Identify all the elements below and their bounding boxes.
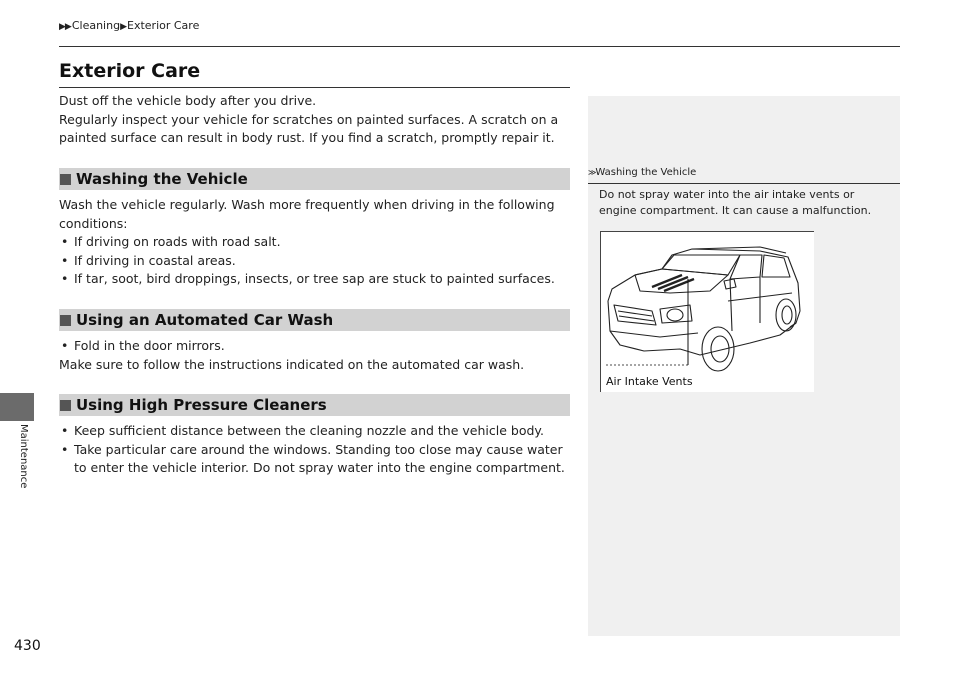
bullet-list — [59, 422, 569, 478]
page-number: 430 — [14, 638, 41, 654]
section-text: Wash the vehicle regularly. Wash more frequently when driving in the following conditions: — [59, 197, 555, 231]
suv-drawing — [600, 231, 814, 392]
section-body-automated-car-wash — [59, 337, 569, 374]
sidebar-divider — [588, 183, 900, 184]
section-heading-high-pressure — [59, 394, 570, 416]
title-divider — [59, 87, 570, 88]
section-heading-automated-car-wash — [59, 309, 570, 331]
bullet-list — [59, 233, 569, 289]
section-heading-label: Washing the Vehicle — [76, 170, 248, 188]
breadcrumb-item-cleaning[interactable]: Cleaning — [71, 19, 121, 32]
chapter-tab-label: Maintenance — [18, 424, 29, 489]
sidebar-note: Do not spray water into the air intake vents or engine compartment. It can cause a malfunction. — [599, 188, 872, 217]
figure-frame — [600, 231, 814, 232]
section-heading-label: Using an Automated Car Wash — [76, 311, 334, 329]
intro-paragraph: Regularly inspect your vehicle for scratches on painted surfaces. A scratch on a painted surface can result in body rust. If you find a scratch, promptly repair it. — [59, 111, 559, 145]
section-body-high-pressure — [59, 422, 569, 478]
list-item: • Take particular care around the windows. Standing too close may cause water to enter the vehicle interior. Do not spray water into the engine compartment. — [59, 441, 569, 478]
list-item: • Fold in the door mirrors. — [59, 337, 569, 356]
breadcrumb — [59, 19, 199, 32]
header-divider — [59, 46, 900, 47]
reference-arrow-icon: ≫ — [588, 168, 596, 177]
sidebar-reference-title: Washing the Vehicle — [595, 167, 697, 178]
breadcrumb-item-exterior-care[interactable]: Exterior Care — [127, 19, 200, 32]
section-text: Make sure to follow the instructions indicated on the automated car wash. — [59, 356, 525, 372]
chapter-tab[interactable] — [0, 393, 34, 421]
intro-text — [59, 92, 559, 148]
list-item: • Keep sufficient distance between the cleaning nozzle and the vehicle body. — [59, 422, 569, 441]
section-heading-label: Using High Pressure Cleaners — [76, 396, 327, 414]
list-item: • If tar, soot, bird droppings, insects, or tree sap are stuck to painted surfaces. — [59, 270, 569, 289]
square-bullet-icon — [60, 315, 71, 326]
bullet-list — [59, 337, 569, 356]
figure-frame — [600, 231, 601, 392]
breadcrumb-arrow-icon: ▶▶ — [59, 22, 71, 32]
sidebar-reference[interactable] — [588, 167, 696, 178]
square-bullet-icon — [60, 174, 71, 185]
square-bullet-icon — [60, 400, 71, 411]
section-body-washing — [59, 196, 569, 289]
page-title: Exterior Care — [59, 60, 201, 82]
section-heading-washing — [59, 168, 570, 190]
list-item: • If driving on roads with road salt. — [59, 233, 569, 252]
list-item: • If driving in coastal areas. — [59, 252, 569, 271]
vehicle-illustration — [600, 231, 814, 392]
intro-line: Dust off the vehicle body after you drive. — [59, 93, 317, 108]
breadcrumb-separator-icon: ▶ — [120, 22, 126, 32]
figure-caption: Air Intake Vents — [606, 375, 693, 388]
